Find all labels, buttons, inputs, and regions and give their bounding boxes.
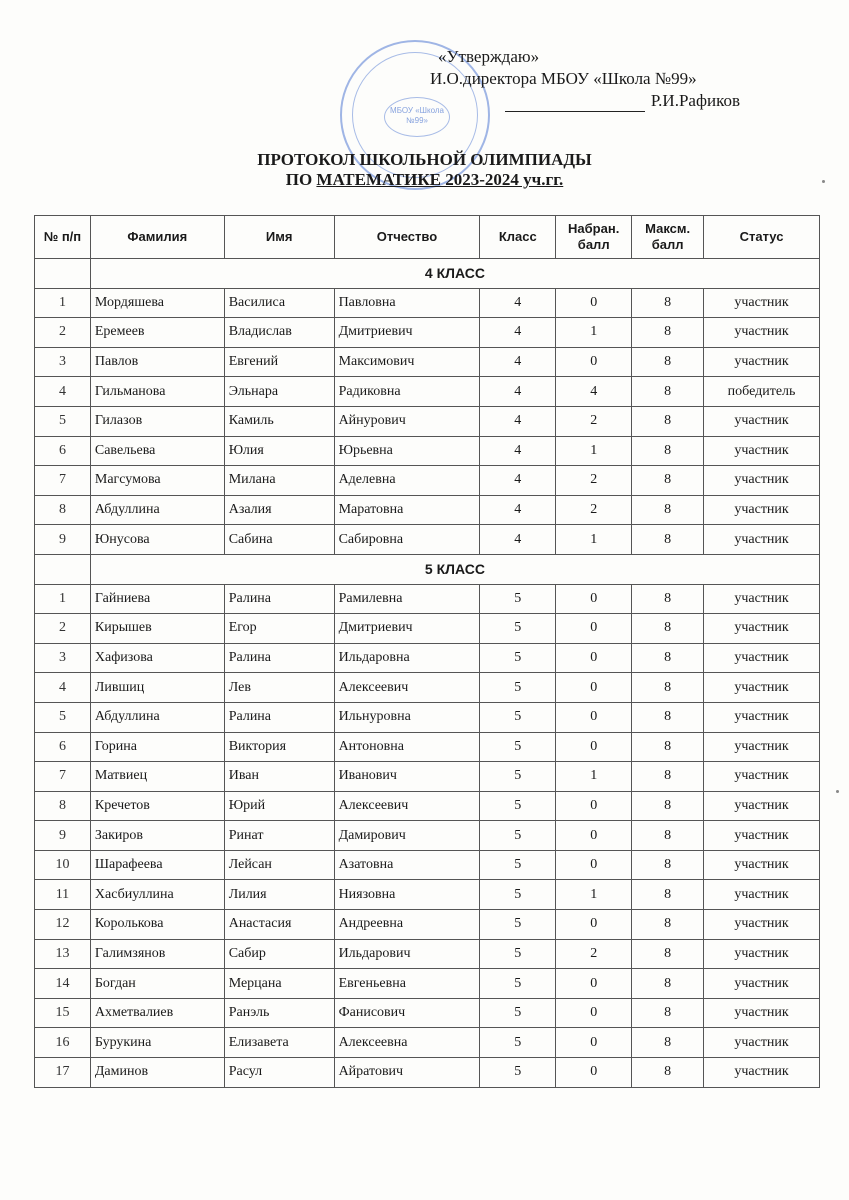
first-name-cell: Расул bbox=[224, 1058, 334, 1088]
row-number-cell: 15 bbox=[35, 998, 91, 1028]
first-name-cell: Азалия bbox=[224, 495, 334, 525]
first-name-cell: Юрий bbox=[224, 791, 334, 821]
max-score-cell: 8 bbox=[632, 673, 704, 703]
row-number-cell: 10 bbox=[35, 850, 91, 880]
row-number-cell: 5 bbox=[35, 702, 91, 732]
max-score-cell: 8 bbox=[632, 880, 704, 910]
score-cell: 0 bbox=[556, 288, 632, 318]
patronymic-cell: Андреевна bbox=[334, 910, 480, 940]
row-number-cell: 2 bbox=[35, 614, 91, 644]
status-cell: участник bbox=[704, 406, 820, 436]
class-cell: 5 bbox=[480, 732, 556, 762]
max-score-cell: 8 bbox=[632, 643, 704, 673]
first-name-cell: Сабина bbox=[224, 525, 334, 555]
score-cell: 2 bbox=[556, 466, 632, 496]
table-row bbox=[35, 584, 820, 614]
status-cell: участник bbox=[704, 910, 820, 940]
patronymic-cell: Дамирович bbox=[334, 821, 480, 851]
patronymic-cell: Рамилевна bbox=[334, 584, 480, 614]
max-score-cell: 8 bbox=[632, 525, 704, 555]
header-surname: Фамилия bbox=[90, 216, 224, 259]
class-cell: 5 bbox=[480, 969, 556, 999]
row-number-cell: 4 bbox=[35, 377, 91, 407]
max-score-cell: 8 bbox=[632, 347, 704, 377]
surname-cell: Павлов bbox=[90, 347, 224, 377]
status-cell: участник bbox=[704, 850, 820, 880]
table-row bbox=[35, 495, 820, 525]
score-cell: 0 bbox=[556, 998, 632, 1028]
surname-cell: Даминов bbox=[90, 1058, 224, 1088]
title-prefix: ПО bbox=[285, 170, 317, 189]
max-score-cell: 8 bbox=[632, 791, 704, 821]
class-cell: 4 bbox=[480, 466, 556, 496]
surname-cell: Кречетов bbox=[90, 791, 224, 821]
signature-line bbox=[505, 97, 645, 112]
patronymic-cell: Иванович bbox=[334, 762, 480, 792]
status-cell: участник bbox=[704, 288, 820, 318]
patronymic-cell: Евгеньевна bbox=[334, 969, 480, 999]
group-empty-cell bbox=[35, 554, 91, 584]
table-row bbox=[35, 1028, 820, 1058]
patronymic-cell: Айнурович bbox=[334, 406, 480, 436]
first-name-cell: Мерцана bbox=[224, 969, 334, 999]
score-cell: 0 bbox=[556, 850, 632, 880]
status-cell: участник bbox=[704, 466, 820, 496]
header-number: № п/п bbox=[35, 216, 91, 259]
group-row bbox=[35, 554, 820, 584]
max-score-cell: 8 bbox=[632, 406, 704, 436]
row-number-cell: 6 bbox=[35, 732, 91, 762]
table-row bbox=[35, 732, 820, 762]
row-number-cell: 9 bbox=[35, 821, 91, 851]
score-cell: 1 bbox=[556, 762, 632, 792]
class-cell: 5 bbox=[480, 673, 556, 703]
status-cell: участник bbox=[704, 1058, 820, 1088]
status-cell: участник bbox=[704, 584, 820, 614]
class-cell: 4 bbox=[480, 436, 556, 466]
approval-block bbox=[430, 46, 770, 112]
table-row bbox=[35, 998, 820, 1028]
class-cell: 5 bbox=[480, 614, 556, 644]
patronymic-cell: Дмитриевич bbox=[334, 614, 480, 644]
score-cell: 1 bbox=[556, 318, 632, 348]
class-cell: 5 bbox=[480, 584, 556, 614]
first-name-cell: Лейсан bbox=[224, 850, 334, 880]
table-row bbox=[35, 939, 820, 969]
surname-cell: Горина bbox=[90, 732, 224, 762]
score-cell: 0 bbox=[556, 347, 632, 377]
patronymic-cell: Юрьевна bbox=[334, 436, 480, 466]
class-cell: 5 bbox=[480, 791, 556, 821]
surname-cell: Матвиец bbox=[90, 762, 224, 792]
status-cell: участник bbox=[704, 732, 820, 762]
status-cell: участник bbox=[704, 318, 820, 348]
class-cell: 4 bbox=[480, 377, 556, 407]
first-name-cell: Юлия bbox=[224, 436, 334, 466]
status-cell: участник bbox=[704, 821, 820, 851]
score-cell: 0 bbox=[556, 910, 632, 940]
score-cell: 0 bbox=[556, 584, 632, 614]
score-cell: 1 bbox=[556, 436, 632, 466]
status-cell: участник bbox=[704, 525, 820, 555]
score-cell: 1 bbox=[556, 525, 632, 555]
patronymic-cell: Ильдаровна bbox=[334, 643, 480, 673]
row-number-cell: 7 bbox=[35, 466, 91, 496]
surname-cell: Лившиц bbox=[90, 673, 224, 703]
class-cell: 5 bbox=[480, 1028, 556, 1058]
class-cell: 5 bbox=[480, 1058, 556, 1088]
score-cell: 0 bbox=[556, 732, 632, 762]
table-row bbox=[35, 406, 820, 436]
row-number-cell: 16 bbox=[35, 1028, 91, 1058]
first-name-cell: Милана bbox=[224, 466, 334, 496]
surname-cell: Закиров bbox=[90, 821, 224, 851]
row-number-cell: 9 bbox=[35, 525, 91, 555]
table-row bbox=[35, 288, 820, 318]
row-number-cell: 13 bbox=[35, 939, 91, 969]
class-cell: 5 bbox=[480, 939, 556, 969]
patronymic-cell: Алексеевич bbox=[334, 673, 480, 703]
first-name-cell: Виктория bbox=[224, 732, 334, 762]
group-empty-cell bbox=[35, 259, 91, 289]
table-row bbox=[35, 821, 820, 851]
group-label: 4 КЛАСС bbox=[90, 259, 819, 289]
class-cell: 4 bbox=[480, 347, 556, 377]
patronymic-cell: Азатовна bbox=[334, 850, 480, 880]
max-score-cell: 8 bbox=[632, 732, 704, 762]
approval-position: И.О.директора МБОУ «Школа №99» bbox=[430, 69, 697, 88]
title-line-2 bbox=[0, 170, 849, 190]
score-cell: 0 bbox=[556, 614, 632, 644]
score-cell: 0 bbox=[556, 1058, 632, 1088]
max-score-cell: 8 bbox=[632, 1028, 704, 1058]
table-row bbox=[35, 466, 820, 496]
status-cell: участник bbox=[704, 495, 820, 525]
surname-cell: Магсумова bbox=[90, 466, 224, 496]
table-row bbox=[35, 702, 820, 732]
first-name-cell: Елизавета bbox=[224, 1028, 334, 1058]
status-cell: участник bbox=[704, 614, 820, 644]
signer-name: Р.И.Рафиков bbox=[650, 91, 740, 110]
score-cell: 0 bbox=[556, 643, 632, 673]
row-number-cell: 8 bbox=[35, 495, 91, 525]
max-score-cell: 8 bbox=[632, 762, 704, 792]
patronymic-cell: Фанисович bbox=[334, 998, 480, 1028]
status-cell: участник bbox=[704, 880, 820, 910]
patronymic-cell: Ильнуровна bbox=[334, 702, 480, 732]
surname-cell: Бурукина bbox=[90, 1028, 224, 1058]
row-number-cell: 5 bbox=[35, 406, 91, 436]
surname-cell: Гилазов bbox=[90, 406, 224, 436]
status-cell: участник bbox=[704, 969, 820, 999]
status-cell: участник bbox=[704, 762, 820, 792]
patronymic-cell: Айратович bbox=[334, 1058, 480, 1088]
status-cell: участник bbox=[704, 643, 820, 673]
surname-cell: Савельева bbox=[90, 436, 224, 466]
max-score-cell: 8 bbox=[632, 584, 704, 614]
header-score: Набран. балл bbox=[556, 216, 632, 259]
row-number-cell: 1 bbox=[35, 584, 91, 614]
row-number-cell: 4 bbox=[35, 673, 91, 703]
group-label: 5 КЛАСС bbox=[90, 554, 819, 584]
surname-cell: Гайниева bbox=[90, 584, 224, 614]
surname-cell: Юнусова bbox=[90, 525, 224, 555]
surname-cell: Королькова bbox=[90, 910, 224, 940]
max-score-cell: 8 bbox=[632, 939, 704, 969]
first-name-cell: Владислав bbox=[224, 318, 334, 348]
table-row bbox=[35, 614, 820, 644]
max-score-cell: 8 bbox=[632, 998, 704, 1028]
status-cell: участник bbox=[704, 347, 820, 377]
table-row bbox=[35, 525, 820, 555]
first-name-cell: Ралина bbox=[224, 643, 334, 673]
row-number-cell: 3 bbox=[35, 643, 91, 673]
max-score-cell: 8 bbox=[632, 495, 704, 525]
score-cell: 2 bbox=[556, 406, 632, 436]
header-status: Статус bbox=[704, 216, 820, 259]
class-cell: 5 bbox=[480, 910, 556, 940]
first-name-cell: Ранэль bbox=[224, 998, 334, 1028]
title-subject: МАТЕМАТИКЕ 2023-2024 уч.гг. bbox=[316, 170, 564, 189]
class-cell: 5 bbox=[480, 880, 556, 910]
patronymic-cell: Антоновна bbox=[334, 732, 480, 762]
patronymic-cell: Максимович bbox=[334, 347, 480, 377]
patronymic-cell: Алексеевна bbox=[334, 1028, 480, 1058]
table-row bbox=[35, 850, 820, 880]
seal-center-text: МБОУ «Школа №99» bbox=[384, 97, 450, 137]
class-cell: 5 bbox=[480, 702, 556, 732]
first-name-cell: Сабир bbox=[224, 939, 334, 969]
document-title bbox=[0, 150, 849, 190]
surname-cell: Абдуллина bbox=[90, 702, 224, 732]
surname-cell: Абдуллина bbox=[90, 495, 224, 525]
row-number-cell: 12 bbox=[35, 910, 91, 940]
score-cell: 0 bbox=[556, 1028, 632, 1058]
surname-cell: Богдан bbox=[90, 969, 224, 999]
class-cell: 4 bbox=[480, 288, 556, 318]
table-row bbox=[35, 969, 820, 999]
approval-signature bbox=[430, 90, 770, 112]
class-cell: 4 bbox=[480, 406, 556, 436]
status-cell: участник bbox=[704, 436, 820, 466]
score-cell: 0 bbox=[556, 969, 632, 999]
score-cell: 0 bbox=[556, 673, 632, 703]
row-number-cell: 17 bbox=[35, 1058, 91, 1088]
row-number-cell: 14 bbox=[35, 969, 91, 999]
status-cell: участник bbox=[704, 939, 820, 969]
surname-cell: Шарафеева bbox=[90, 850, 224, 880]
status-cell: участник bbox=[704, 1028, 820, 1058]
surname-cell: Гильманова bbox=[90, 377, 224, 407]
surname-cell: Кирышев bbox=[90, 614, 224, 644]
first-name-cell: Эльнара bbox=[224, 377, 334, 407]
class-cell: 5 bbox=[480, 850, 556, 880]
score-cell: 1 bbox=[556, 880, 632, 910]
header-max-score: Максм. балл bbox=[632, 216, 704, 259]
score-cell: 2 bbox=[556, 939, 632, 969]
header-class: Класс bbox=[480, 216, 556, 259]
patronymic-cell: Ильдарович bbox=[334, 939, 480, 969]
class-cell: 5 bbox=[480, 643, 556, 673]
table-header-row bbox=[35, 216, 820, 259]
first-name-cell: Ринат bbox=[224, 821, 334, 851]
row-number-cell: 7 bbox=[35, 762, 91, 792]
row-number-cell: 3 bbox=[35, 347, 91, 377]
table-row bbox=[35, 347, 820, 377]
table-row bbox=[35, 377, 820, 407]
surname-cell: Еремеев bbox=[90, 318, 224, 348]
row-number-cell: 6 bbox=[35, 436, 91, 466]
row-number-cell: 11 bbox=[35, 880, 91, 910]
first-name-cell: Ралина bbox=[224, 702, 334, 732]
header-name: Имя bbox=[224, 216, 334, 259]
first-name-cell: Лев bbox=[224, 673, 334, 703]
surname-cell: Хасбиуллина bbox=[90, 880, 224, 910]
table-row bbox=[35, 673, 820, 703]
title-line-1: ПРОТОКОЛ ШКОЛЬНОЙ ОЛИМПИАДЫ bbox=[257, 150, 592, 169]
first-name-cell: Василиса bbox=[224, 288, 334, 318]
max-score-cell: 8 bbox=[632, 1058, 704, 1088]
table-row bbox=[35, 318, 820, 348]
surname-cell: Хафизова bbox=[90, 643, 224, 673]
max-score-cell: 8 bbox=[632, 821, 704, 851]
class-cell: 4 bbox=[480, 318, 556, 348]
status-cell: участник bbox=[704, 673, 820, 703]
score-cell: 0 bbox=[556, 821, 632, 851]
patronymic-cell: Маратовна bbox=[334, 495, 480, 525]
score-cell: 4 bbox=[556, 377, 632, 407]
row-number-cell: 2 bbox=[35, 318, 91, 348]
table-body bbox=[35, 259, 820, 1088]
max-score-cell: 8 bbox=[632, 288, 704, 318]
first-name-cell: Анастасия bbox=[224, 910, 334, 940]
class-cell: 5 bbox=[480, 762, 556, 792]
approval-heading: «Утверждаю» bbox=[438, 47, 540, 66]
score-cell: 0 bbox=[556, 791, 632, 821]
first-name-cell: Камиль bbox=[224, 406, 334, 436]
max-score-cell: 8 bbox=[632, 466, 704, 496]
status-cell: участник bbox=[704, 702, 820, 732]
table-row bbox=[35, 643, 820, 673]
status-cell: победитель bbox=[704, 377, 820, 407]
table-row bbox=[35, 791, 820, 821]
table-row bbox=[35, 762, 820, 792]
max-score-cell: 8 bbox=[632, 969, 704, 999]
max-score-cell: 8 bbox=[632, 318, 704, 348]
score-cell: 0 bbox=[556, 702, 632, 732]
table-row bbox=[35, 1058, 820, 1088]
class-cell: 4 bbox=[480, 495, 556, 525]
first-name-cell: Иван bbox=[224, 762, 334, 792]
patronymic-cell: Радиковна bbox=[334, 377, 480, 407]
surname-cell: Мордяшева bbox=[90, 288, 224, 318]
score-cell: 2 bbox=[556, 495, 632, 525]
patronymic-cell: Сабировна bbox=[334, 525, 480, 555]
max-score-cell: 8 bbox=[632, 614, 704, 644]
table-row bbox=[35, 436, 820, 466]
status-cell: участник bbox=[704, 791, 820, 821]
patronymic-cell: Алексеевич bbox=[334, 791, 480, 821]
patronymic-cell: Ниязовна bbox=[334, 880, 480, 910]
class-cell: 4 bbox=[480, 525, 556, 555]
max-score-cell: 8 bbox=[632, 377, 704, 407]
surname-cell: Ахметвалиев bbox=[90, 998, 224, 1028]
max-score-cell: 8 bbox=[632, 702, 704, 732]
header-patronymic: Отчество bbox=[334, 216, 480, 259]
group-row bbox=[35, 259, 820, 289]
patronymic-cell: Павловна bbox=[334, 288, 480, 318]
results-table bbox=[34, 215, 820, 1088]
first-name-cell: Лилия bbox=[224, 880, 334, 910]
table-row bbox=[35, 910, 820, 940]
class-cell: 5 bbox=[480, 998, 556, 1028]
first-name-cell: Егор bbox=[224, 614, 334, 644]
table-row bbox=[35, 880, 820, 910]
patronymic-cell: Дмитриевич bbox=[334, 318, 480, 348]
first-name-cell: Евгений bbox=[224, 347, 334, 377]
max-score-cell: 8 bbox=[632, 910, 704, 940]
patronymic-cell: Аделевна bbox=[334, 466, 480, 496]
row-number-cell: 8 bbox=[35, 791, 91, 821]
max-score-cell: 8 bbox=[632, 850, 704, 880]
status-cell: участник bbox=[704, 998, 820, 1028]
class-cell: 5 bbox=[480, 821, 556, 851]
first-name-cell: Ралина bbox=[224, 584, 334, 614]
surname-cell: Галимзянов bbox=[90, 939, 224, 969]
row-number-cell: 1 bbox=[35, 288, 91, 318]
max-score-cell: 8 bbox=[632, 436, 704, 466]
